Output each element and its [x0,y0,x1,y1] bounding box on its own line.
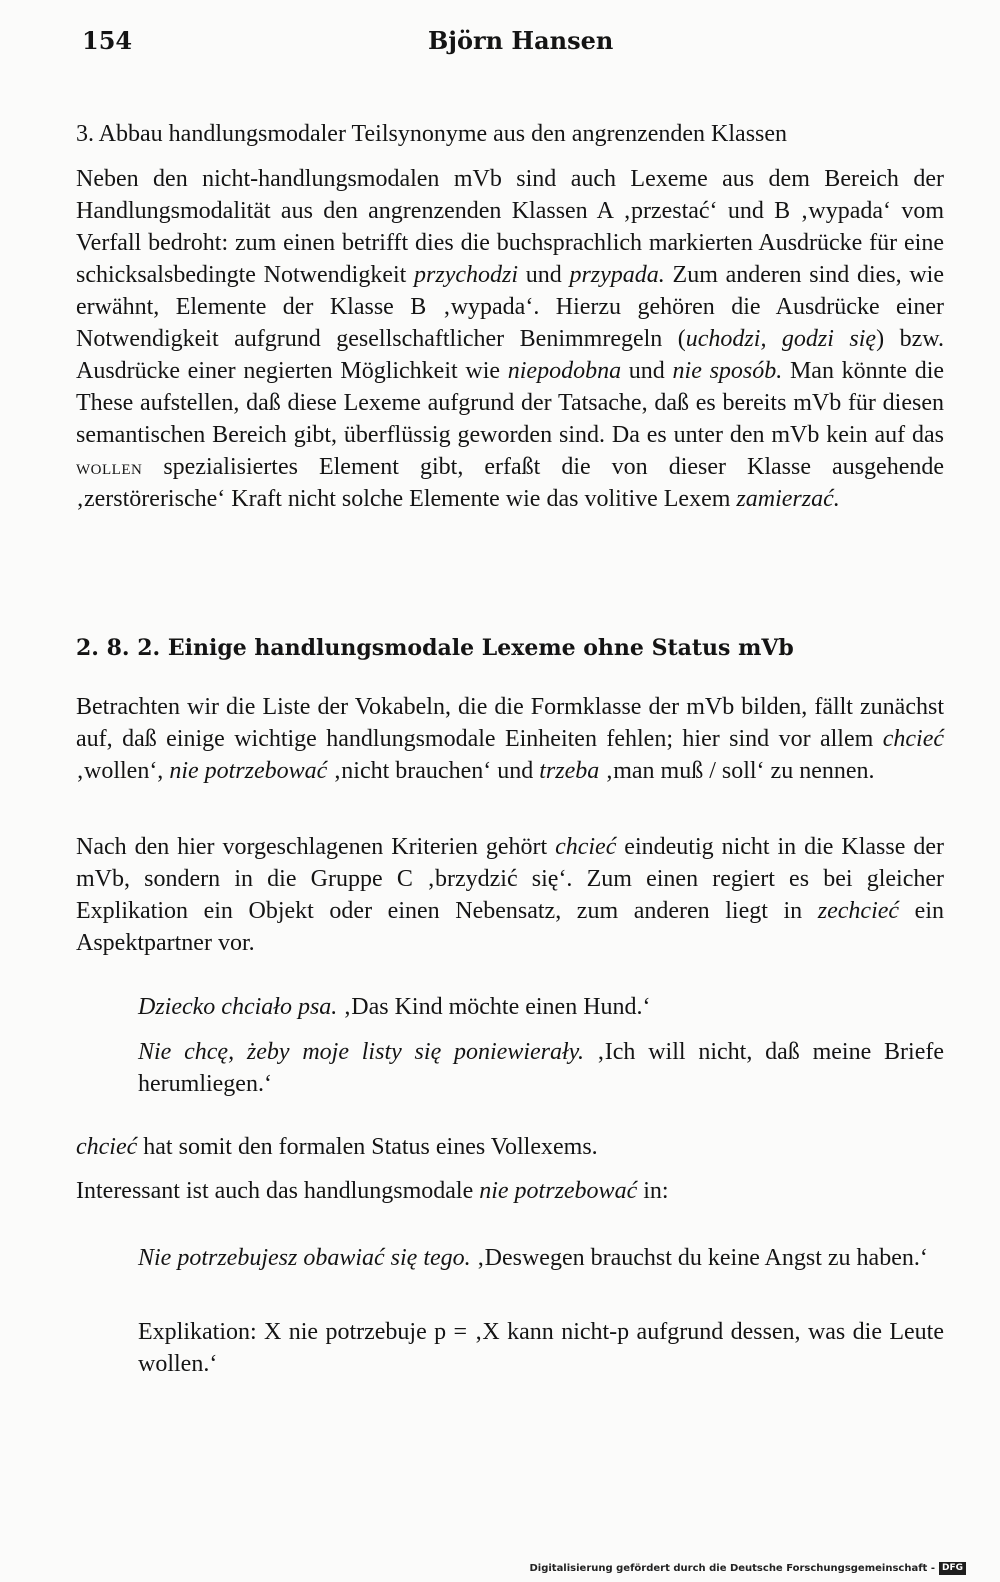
footer-text: Digitalisierung gefördert durch die Deutsche Forschungsgemeinschaft - [529,1562,935,1574]
example-4-explication: Explikation: X nie potrzebuje p = ‚X kann nicht-p aufgrund dessen, was die Leute wollen.‘ [138,1319,944,1377]
paragraph-3: Nach den hier vorgeschlagenen Kriterien gehört chcieć eindeutig nicht in die Klasse der mVb, sondern in die Gruppe C ‚brzydzić się‘. Zum einen regiert es bei gleicher Explikation ein Objekt oder einen Nebensatz, zum anderen liegt in zechcieć ein Aspektpartner vor. [76,834,944,956]
section-heading-2-8-2: 2. 8. 2. Einige handlungsmodale Lexeme ohne Status mVb [76,635,794,661]
dfg-logo: DFG [939,1562,966,1575]
example-3: Nie potrzebujesz obawiać się tego. ‚Deswegen brauchst du keine Angst zu haben.‘ [138,1245,928,1271]
digitization-footer [529,1560,966,1576]
paragraph-5: Interessant ist auch das handlungsmodale nie potrzebować in: [76,1178,669,1204]
running-head: Björn Hansen [428,26,614,55]
section-3-title: 3. Abbau handlungsmodaler Teilsynonyme aus den angrenzenden Klassen [76,121,788,147]
page-number: 154 [82,26,133,55]
paragraph-1: Neben den nicht-handlungsmodalen mVb sind auch Lexeme aus dem Bereich der Handlungsmodalität aus den angrenzenden Klassen A ‚przestać‘ und B ‚wypada‘ vom Verfall bedroht: zum einen betrifft dies die buchsprachlich markierten Ausdrücke für eine schicksalsbedingte Notwendigkeit przychodzi und przypada. Zum anderen sind dies, wie erwähnt, Elemente der Klasse B ‚wypada‘. Hierzu gehören die Ausdrücke einer Notwendigkeit aufgrund gesellschaftlicher Benimmregeln (uchodzi, godzi się) bzw. Ausdrücke einer negierten Möglichkeit wie niepodobna und nie sposób. Man könnte die These aufstellen, daß diese Lexeme aufgrund der Tatsache, daß es bereits mVb für diesen semantischen Bereich gibt, überflüssig geworden sind. Da es unter den mVb kein auf das wollen spezialisiertes Element gibt, erfaßt die von dieser Klasse ausgehende ‚zerstörerische‘ Kraft nicht solche Elemente wie das volitive Lexem zamierzać. [76,166,945,512]
example-2: Nie chcę, żeby moje listy się poniewierały. ‚Ich will nicht, daß meine Briefe herumliegen.‘ [138,1039,944,1097]
paragraph-4: chcieć hat somit den formalen Status eines Vollexems. [76,1134,598,1160]
example-1: Dziecko chciało psa. ‚Das Kind möchte einen Hund.‘ [138,994,651,1020]
paragraph-2: Betrachten wir die Liste der Vokabeln, die die Formklasse der mVb bilden, fällt zunächst auf, daß einige wichtige handlungsmodale Einheiten fehlen; hier sind vor allem chcieć ‚wollen‘, nie potrzebować ‚nicht brauchen‘ und trzeba ‚man muß / soll‘ zu nennen. [76,694,944,784]
page-header [0,26,1000,60]
